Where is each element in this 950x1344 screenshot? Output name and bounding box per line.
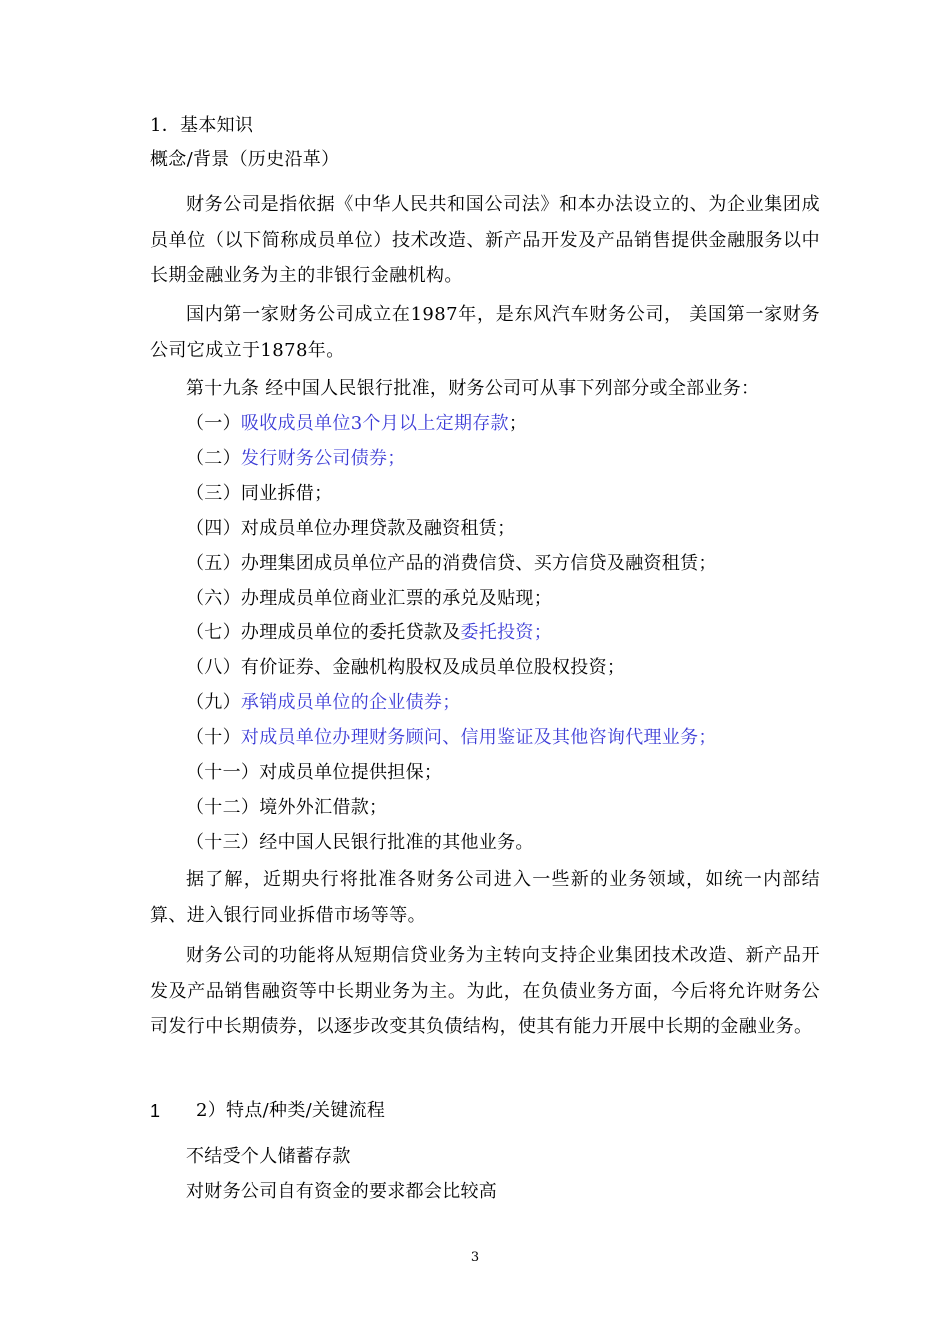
- item-number: （三）: [186, 483, 241, 504]
- subsection-title: 2）特点/种类/关键流程: [196, 1100, 386, 1121]
- section-heading: 1．基本知识: [150, 115, 254, 136]
- page-number: 3: [470, 1250, 480, 1265]
- business-item: [186, 412, 527, 436]
- subsection-number: 1: [150, 1101, 161, 1121]
- item-number: （一）: [186, 413, 241, 434]
- item-number: （十二）: [186, 797, 260, 818]
- item-highlight-text: 对成员单位办理财务顾问、信用鉴证及其他咨询代理业务；: [240, 727, 717, 748]
- business-item: [186, 621, 552, 645]
- item-text: 同业拆借；: [240, 483, 333, 504]
- item-number: （四）: [186, 518, 241, 539]
- item-text: 有价证券、金融机构股权及成员单位股权投资；: [240, 657, 626, 678]
- item-text: 办理成员单位商业汇票的承兑及贴现；: [240, 588, 553, 609]
- item-highlight-text: 发行财务公司债券；: [240, 448, 406, 469]
- business-item: [186, 517, 515, 541]
- item-text: 办理集团成员单位产品的消费信贷、买方信贷及融资租赁；: [240, 553, 717, 574]
- business-item: [186, 552, 717, 576]
- feature-item: 对财务公司自有资金的要求都会比较高: [186, 1181, 498, 1202]
- item-number: （六）: [186, 588, 241, 609]
- item-text: 境外外汇借款；: [259, 797, 388, 818]
- item-highlight-text: 吸收成员单位3个月以上定期存款: [240, 413, 509, 434]
- article-intro: 第十九条 经中国人民银行批准，财务公司可从事下列部分或全部业务：: [186, 378, 760, 399]
- item-text: 对成员单位提供担保；: [259, 762, 443, 783]
- business-item: [186, 691, 461, 715]
- business-item: [186, 761, 442, 785]
- business-item: [186, 447, 406, 471]
- business-item: [186, 656, 625, 680]
- section-subheading: 概念/背景（历史沿革）: [150, 149, 340, 170]
- business-item: [186, 587, 552, 611]
- item-text: 经中国人民银行批准的其他业务。: [259, 832, 534, 853]
- item-number: （二）: [186, 448, 241, 469]
- paragraph-new-business: 据了解，近期央行将批准各财务公司进入一些新的业务领域，如统一内部结算、进入银行同业拆借市场等等。: [150, 869, 820, 926]
- item-highlight-text: 委托投资；: [460, 622, 553, 643]
- item-number: （七）: [186, 622, 241, 643]
- business-item: [186, 482, 332, 506]
- item-number: （九）: [186, 692, 241, 713]
- item-number: （八）: [186, 657, 241, 678]
- paragraph-history: 国内第一家财务公司成立在1987年，是东风汽车财务公司， 美国第一家财务公司它成立于1878年。: [150, 304, 820, 361]
- item-number: （十三）: [186, 832, 260, 853]
- item-highlight-text: 承销成员单位的企业债券；: [240, 692, 461, 713]
- business-item: [186, 831, 534, 855]
- paragraph-definition: 财务公司是指依据《中华人民共和国公司法》和本办法设立的、为企业集团成员单位（以下简称成员单位）技术改造、新产品开发及产品销售提供金融服务以中长期金融业务为主的非银行金融机构。: [150, 194, 820, 286]
- business-item: [186, 796, 387, 820]
- feature-item: 不结受个人储蓄存款: [186, 1146, 351, 1167]
- item-number: （五）: [186, 553, 241, 574]
- item-punctuation: ；: [508, 413, 528, 434]
- item-number: （十）: [186, 727, 241, 748]
- item-text: 办理成员单位的委托贷款及: [240, 622, 461, 643]
- paragraph-function-shift: 财务公司的功能将从短期信贷业务为主转向支持企业集团技术改造、新产品开发及产品销售融资等中长期业务为主。为此，在负债业务方面，今后将允许财务公司发行中长期债券，以逐步改变其负债结构，使其有能力开展中长期的金融业务。: [150, 945, 820, 1037]
- item-number: （十一）: [186, 762, 260, 783]
- business-item: [186, 726, 717, 750]
- item-text: 对成员单位办理贷款及融资租赁；: [240, 518, 516, 539]
